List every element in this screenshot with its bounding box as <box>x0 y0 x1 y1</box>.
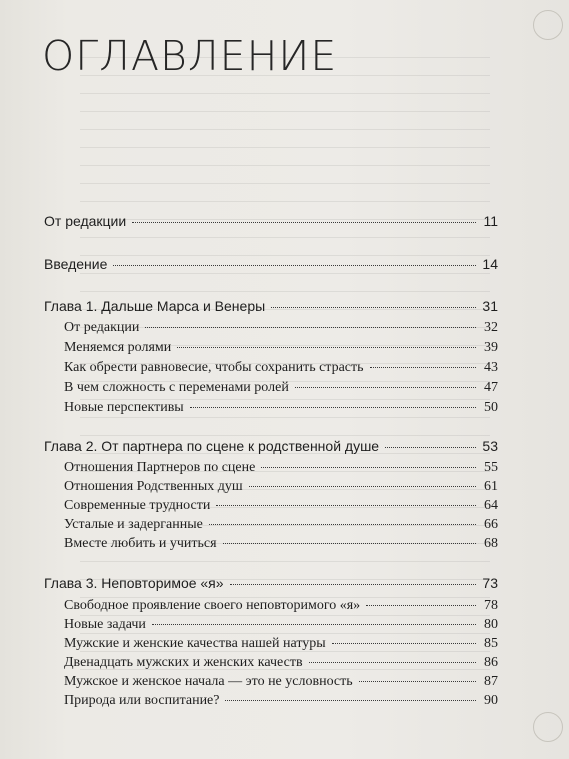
dot-leader <box>216 505 476 506</box>
toc-subentry <box>64 460 498 476</box>
toc-entry-page: 55 <box>484 460 498 475</box>
toc-entry-label: Свободное проявление своего неповторимого «я» <box>64 598 361 613</box>
toc-entry-label: Природа или воспитание? <box>64 693 220 708</box>
toc-entry-label: От редакции <box>64 320 140 335</box>
toc-entry-label: Как обрести равновесие, чтобы сохранить страсть <box>64 360 364 375</box>
dot-leader <box>209 524 476 525</box>
toc-entry-label: Глава 3. Неповторимое «я» <box>44 575 224 591</box>
dot-leader <box>113 265 476 266</box>
toc-entry-introduction <box>44 256 498 272</box>
dot-leader <box>370 367 476 368</box>
toc-entry-page: 14 <box>482 256 498 272</box>
dot-leader <box>177 347 476 348</box>
corner-ornament-bottom <box>533 712 563 742</box>
toc-entry-page: 53 <box>482 438 498 454</box>
toc-entry-label: Вместе любить и учиться <box>64 536 217 551</box>
dot-leader <box>152 624 476 625</box>
dot-leader <box>132 222 476 223</box>
dot-leader <box>225 700 476 701</box>
toc-entry-page: 86 <box>484 655 498 670</box>
toc-subentry <box>64 655 498 671</box>
toc-subentry <box>64 498 498 514</box>
toc-subentry <box>64 617 498 633</box>
toc-entry-chapter-3 <box>44 575 498 591</box>
toc-entry-page: 64 <box>484 498 498 513</box>
toc-subentry <box>64 360 498 376</box>
toc-entry-label: Введение <box>44 256 108 272</box>
toc-entry-label: Мужское и женское начала — это не условность <box>64 674 353 689</box>
dot-leader <box>309 662 476 663</box>
toc-entry-label: Отношения Партнеров по сцене <box>64 460 256 475</box>
toc-entry-page: 66 <box>484 517 498 532</box>
toc-entry-page: 80 <box>484 617 498 632</box>
toc-entry-label: Глава 1. Дальше Марса и Венеры <box>44 298 266 314</box>
toc-subentry <box>64 320 498 336</box>
toc-entry-page: 31 <box>482 298 498 314</box>
toc-entry-page: 68 <box>484 536 498 551</box>
toc-entry-chapter-2 <box>44 438 498 454</box>
toc-entry-label: Отношения Родственных душ <box>64 479 243 494</box>
toc-subentry <box>64 400 498 416</box>
toc-entry-page: 61 <box>484 479 498 494</box>
toc-entry-page: 11 <box>483 213 498 229</box>
corner-ornament-top <box>533 10 563 40</box>
dot-leader <box>366 605 476 606</box>
toc-entry-label: Двенадцать мужских и женских качеств <box>64 655 303 670</box>
toc-entry-editorial <box>44 213 498 229</box>
dot-leader <box>332 643 476 644</box>
toc-entry-page: 85 <box>484 636 498 651</box>
toc-entry-page: 39 <box>484 340 498 355</box>
toc-entry-page: 50 <box>484 400 498 415</box>
dot-leader <box>261 467 476 468</box>
toc-entry-label: Новые перспективы <box>64 400 184 415</box>
toc-subentry <box>64 536 498 552</box>
dot-leader <box>230 584 476 585</box>
toc-entry-page: 32 <box>484 320 498 335</box>
dot-leader <box>385 447 476 448</box>
toc-entry-label: Новые задачи <box>64 617 146 632</box>
dot-leader <box>295 387 476 388</box>
toc-entry-label: Современные трудности <box>64 498 211 513</box>
toc-entry-label: Глава 2. От партнера по сцене к родственной душе <box>44 438 380 454</box>
dot-leader <box>145 327 476 328</box>
toc-subentry <box>64 517 498 533</box>
toc-entry-page: 90 <box>484 693 498 708</box>
dot-leader <box>359 681 476 682</box>
toc-entry-label: Усталые и задерганные <box>64 517 203 532</box>
toc-entry-page: 43 <box>484 360 498 375</box>
toc-entry-label: Меняемся ролями <box>64 340 172 355</box>
toc-subentry <box>64 479 498 495</box>
dot-leader <box>271 307 476 308</box>
toc-entry-page: 87 <box>484 674 498 689</box>
toc-entry-label: От редакции <box>44 213 127 229</box>
dot-leader <box>223 543 476 544</box>
toc-entry-label: В чем сложность с переменами ролей <box>64 380 289 395</box>
toc-entry-page: 47 <box>484 380 498 395</box>
toc-entry-chapter-1 <box>44 298 498 314</box>
toc-entry-page: 73 <box>482 575 498 591</box>
toc-subentry <box>64 693 498 709</box>
toc-subentry <box>64 674 498 690</box>
dot-leader <box>249 486 476 487</box>
toc-entry-label: Мужские и женские качества нашей натуры <box>64 636 326 651</box>
toc-subentry <box>64 340 498 356</box>
dot-leader <box>190 407 476 408</box>
toc-subentry <box>64 598 498 614</box>
page-title: ОГЛАВЛЕНИЕ <box>42 32 338 80</box>
toc-entry-page: 78 <box>484 598 498 613</box>
toc-subentry <box>64 636 498 652</box>
toc-subentry <box>64 380 498 396</box>
